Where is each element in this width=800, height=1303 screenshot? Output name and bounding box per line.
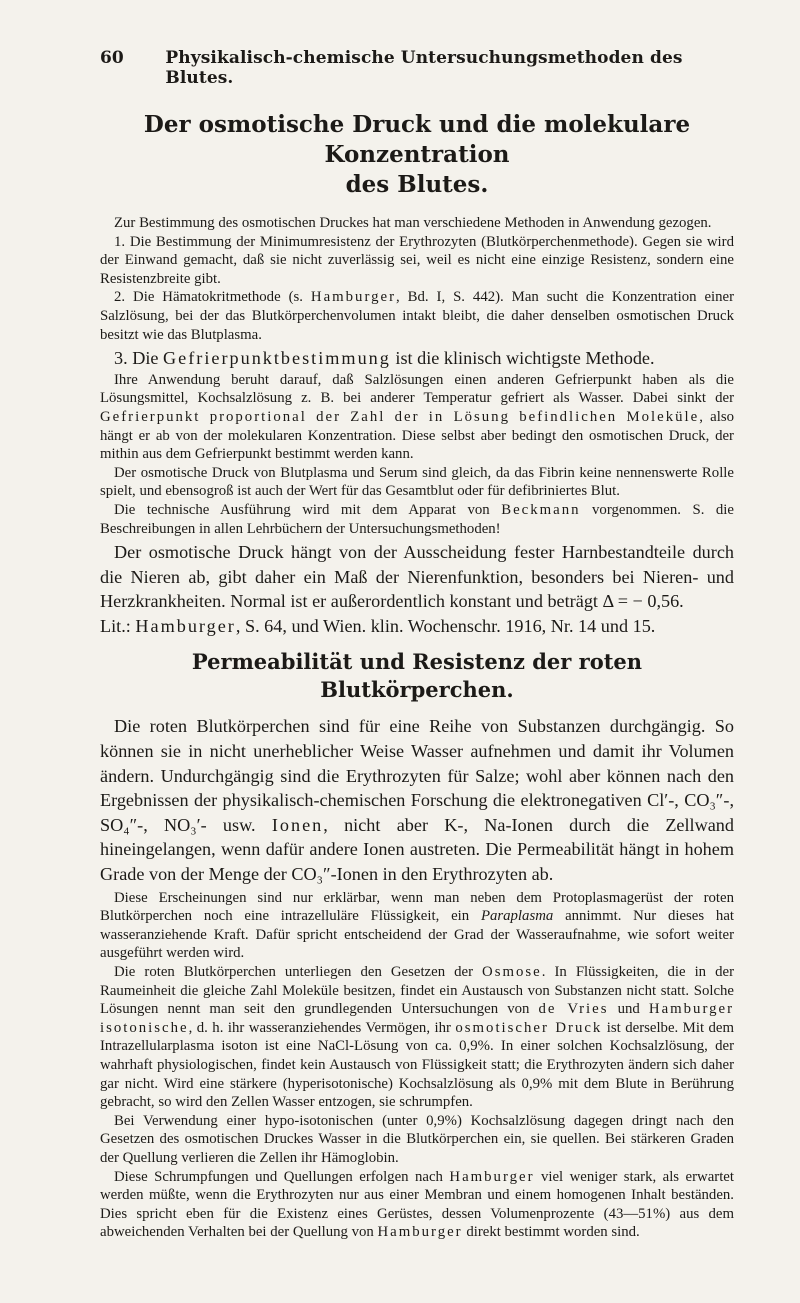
emphasized-term: Gefrierpunktbestimmung [163, 348, 391, 369]
emphasized-term: Ionen [271, 814, 324, 835]
text: viel weniger stark, als erwartet werden müßte, wenn die Erythrozyten nur aus einer Membran und einem homogenen Inhalt beständen. Dies spricht eben für die Existenz eines Gerüstes, dessen Volumenprozente (43—51%) aus dem abweichenden Verhalten bei der Quellung von [100, 1168, 734, 1241]
text: Diese Erscheinungen sind nur erklärbar, wenn man neben dem Protoplasmagerüst der roten Blutkörperchen noch eine intrazelluläre Flüssigkeit, ein [100, 889, 734, 925]
emphasized-term: Osmose [482, 964, 542, 980]
paragraph-plasma-serum: Der osmotische Druck von Blutplasma und Serum sind gleich, da das Fibrin keine nennenswerte Rolle spielt, und ebensogroß ist auch der Wert für das Gesamtblut oder für defibriniertes Blut. [100, 464, 734, 500]
text: Diese Schrumpfungen und Quellungen erfolgen nach [114, 1168, 450, 1185]
author-name: de Vries [538, 1001, 609, 1018]
author-name: Hamburger [310, 289, 397, 306]
paragraph-kidney-function: Der osmotische Druck hängt von der Ausscheidung fester Harnbestandteile durch die Nieren ab, gibt daher ein Maß der Nierenfunktion, besonders bei Nieren- und Herzkrankheiten. Normal ist er außerordentlich konstant und beträgt Δ = − 0,56. [100, 542, 734, 612]
running-head [100, 48, 734, 88]
paragraph-beckmann [100, 501, 734, 538]
emphasized-term: osmotischer Druck [455, 1019, 603, 1036]
paragraph-hypotonic: Bei Verwendung einer hypo-isotonischen (unter 0,9%) Kochsalzlösung dagegen dringt nach den Gesetzen des osmotischen Druckes Wasser in die Blutkörperchen ein, sie quellen. Bei stärkeren Graden der Quellung verlieren die Zellen ihr Hämoglobin. [100, 1112, 734, 1166]
text: Lit.: [100, 615, 136, 636]
literature-reference [100, 614, 734, 639]
author-name: Hamburger [135, 615, 236, 636]
text: und [608, 1001, 649, 1018]
text: ist die klinisch wichtigste Methode. [390, 348, 655, 369]
title-line-2: des Blutes. [345, 171, 489, 198]
author-name: Hamburger [648, 1001, 735, 1018]
text: . In Flüssigkeiten, die in der Raumeinheit die gleiche Zahl Moleküle besitzen, findet ein Austausch von Substanzen nicht statt. Solche Lösungen nennt man seit den grundlegenden Untersuchungen von [100, 964, 734, 1018]
paragraph-permeability [100, 714, 734, 886]
text: , also hängt er ab von der molekularen Konzentration. Diese selbst aber bedingt den osmotischen Druck, der mithin aus dem Gefrierpunkt bestimmt werden kann. [100, 408, 734, 463]
paragraph-freezing-point [100, 371, 734, 464]
text: , d. h. ihr wasseranziehendes Vermögen, ihr [188, 1019, 456, 1036]
paragraph-method-3 [100, 346, 734, 371]
author-name: Hamburger [377, 1224, 463, 1241]
text: direkt bestimmt worden sind. [462, 1224, 640, 1241]
text: , S. 64, und Wien. klin. Wochenschr. 1916, Nr. 14 und 15. [235, 615, 656, 636]
text: Die roten Blutkörperchen sind für eine Reihe von Substanzen durchgängig. So können sie in nicht unerheblicher Weise Wasser aufnehmen und damit ihr Volumen ändern. Undurchgängig sind die Erythrozyten für Salze; wohl aber können nach den Ergebnissen der physikalisch-chemischen Forschung die elektronegativen Cl′-, CO₃″-, SO₄″-, NO₃′- usw. [100, 716, 734, 835]
text: , Bd. I, S. 442). Man sucht die Konzentration einer Salzlösung, bei der das Blutkörperchenvolumen intakt bleibt, die daher denselben osmotischen Druck besitzt wie das Blutplasma. [100, 289, 735, 343]
author-name: Beckmann [501, 501, 581, 518]
text: Die roten Blutkörperchen unterliegen den Gesetzen der [114, 964, 483, 980]
text: vorgenommen. S. die Beschreibungen in allen Lehrbüchern der Untersuchungsmethoden! [100, 501, 734, 537]
author-name: Hamburger [449, 1168, 535, 1185]
text: ist derselbe. Mit dem Intrazellularplasma isoton ist eine NaCl-Lösung von ca. 0,9%. In einer solchen Kochsalzlösung, der wahrhaft physiologischen, findet kein Austausch von Flüssigkeit statt; die Erythrozyten ändern sich daher gar nicht. Wird eine stärkere (hyperisotonische) Kochsalzlösung als 0,9% mit dem Blute in Berührung gebracht, so wird den Zellen Wasser entzogen, sie schrumpfen. [100, 1019, 734, 1111]
text: annimmt. Nur dieses hat wasseranziehende Kraft. Dafür spricht entscheidend der Grad der Wasseraufnahme, wie sofort weiter ausgeführt werden wird. [100, 908, 734, 962]
title-line-1: Der osmotische Druck und die molekulare Konzentration [143, 111, 691, 168]
emphasized-term: Gefrierpunkt proportional der Zahl der in Lösung befindlichen Moleküle [100, 408, 700, 425]
paragraph-method-2 [100, 288, 734, 344]
section-title-osmotic-pressure [100, 110, 734, 200]
text: Ihre Anwendung beruht darauf, daß Salzlösungen einen anderen Gefrierpunkt haben als die Lösungsmittel, Kochsalzlösung z. B. bei anderer Temperatur gefriert als Wasser. Dabei sinkt der [100, 371, 734, 407]
running-title: Physikalisch-chemische Untersuchungsmethoden des Blutes. [165, 48, 683, 88]
text: 2. Die Hämatokritmethode (s. [114, 289, 311, 306]
paragraph-shrinking-swelling [100, 1168, 734, 1242]
paragraph-osmosis [100, 963, 734, 1112]
section-title-permeability: Permeabilität und Resistenz der roten Blutkörperchen. [191, 649, 643, 703]
text: Die technische Ausführung wird mit dem Apparat von [114, 501, 502, 518]
italic-term: Paraplasma [480, 908, 554, 925]
emphasized-term: isotonische [100, 1019, 189, 1036]
paragraph-paraplasma [100, 889, 734, 963]
paragraph-intro: Zur Bestimmung des osmotischen Druckes hat man verschiedene Methoden in Anwendung gezogen. [114, 215, 712, 231]
text: , nicht aber K-, Na-Ionen durch die Zellwand hineingelangen, wenn dafür andere Ionen austreten. Die Permeabilität hängt in hohem Grade von der Menge der CO₃″-Ionen in den Erythrozyten ab. [100, 814, 734, 885]
text: 3. Die [114, 348, 163, 369]
page-number: 60 [100, 48, 124, 68]
paragraph-method-1: 1. Die Bestimmung der Minimumresistenz der Erythrozyten (Blutkörperchenmethode). Gegen sie wird der Einwand gemacht, daß sie nicht zuverlässig sei, weil es nicht eine einzige Resistenz, sondern eine Resistenzbreite gibt. [100, 233, 734, 287]
